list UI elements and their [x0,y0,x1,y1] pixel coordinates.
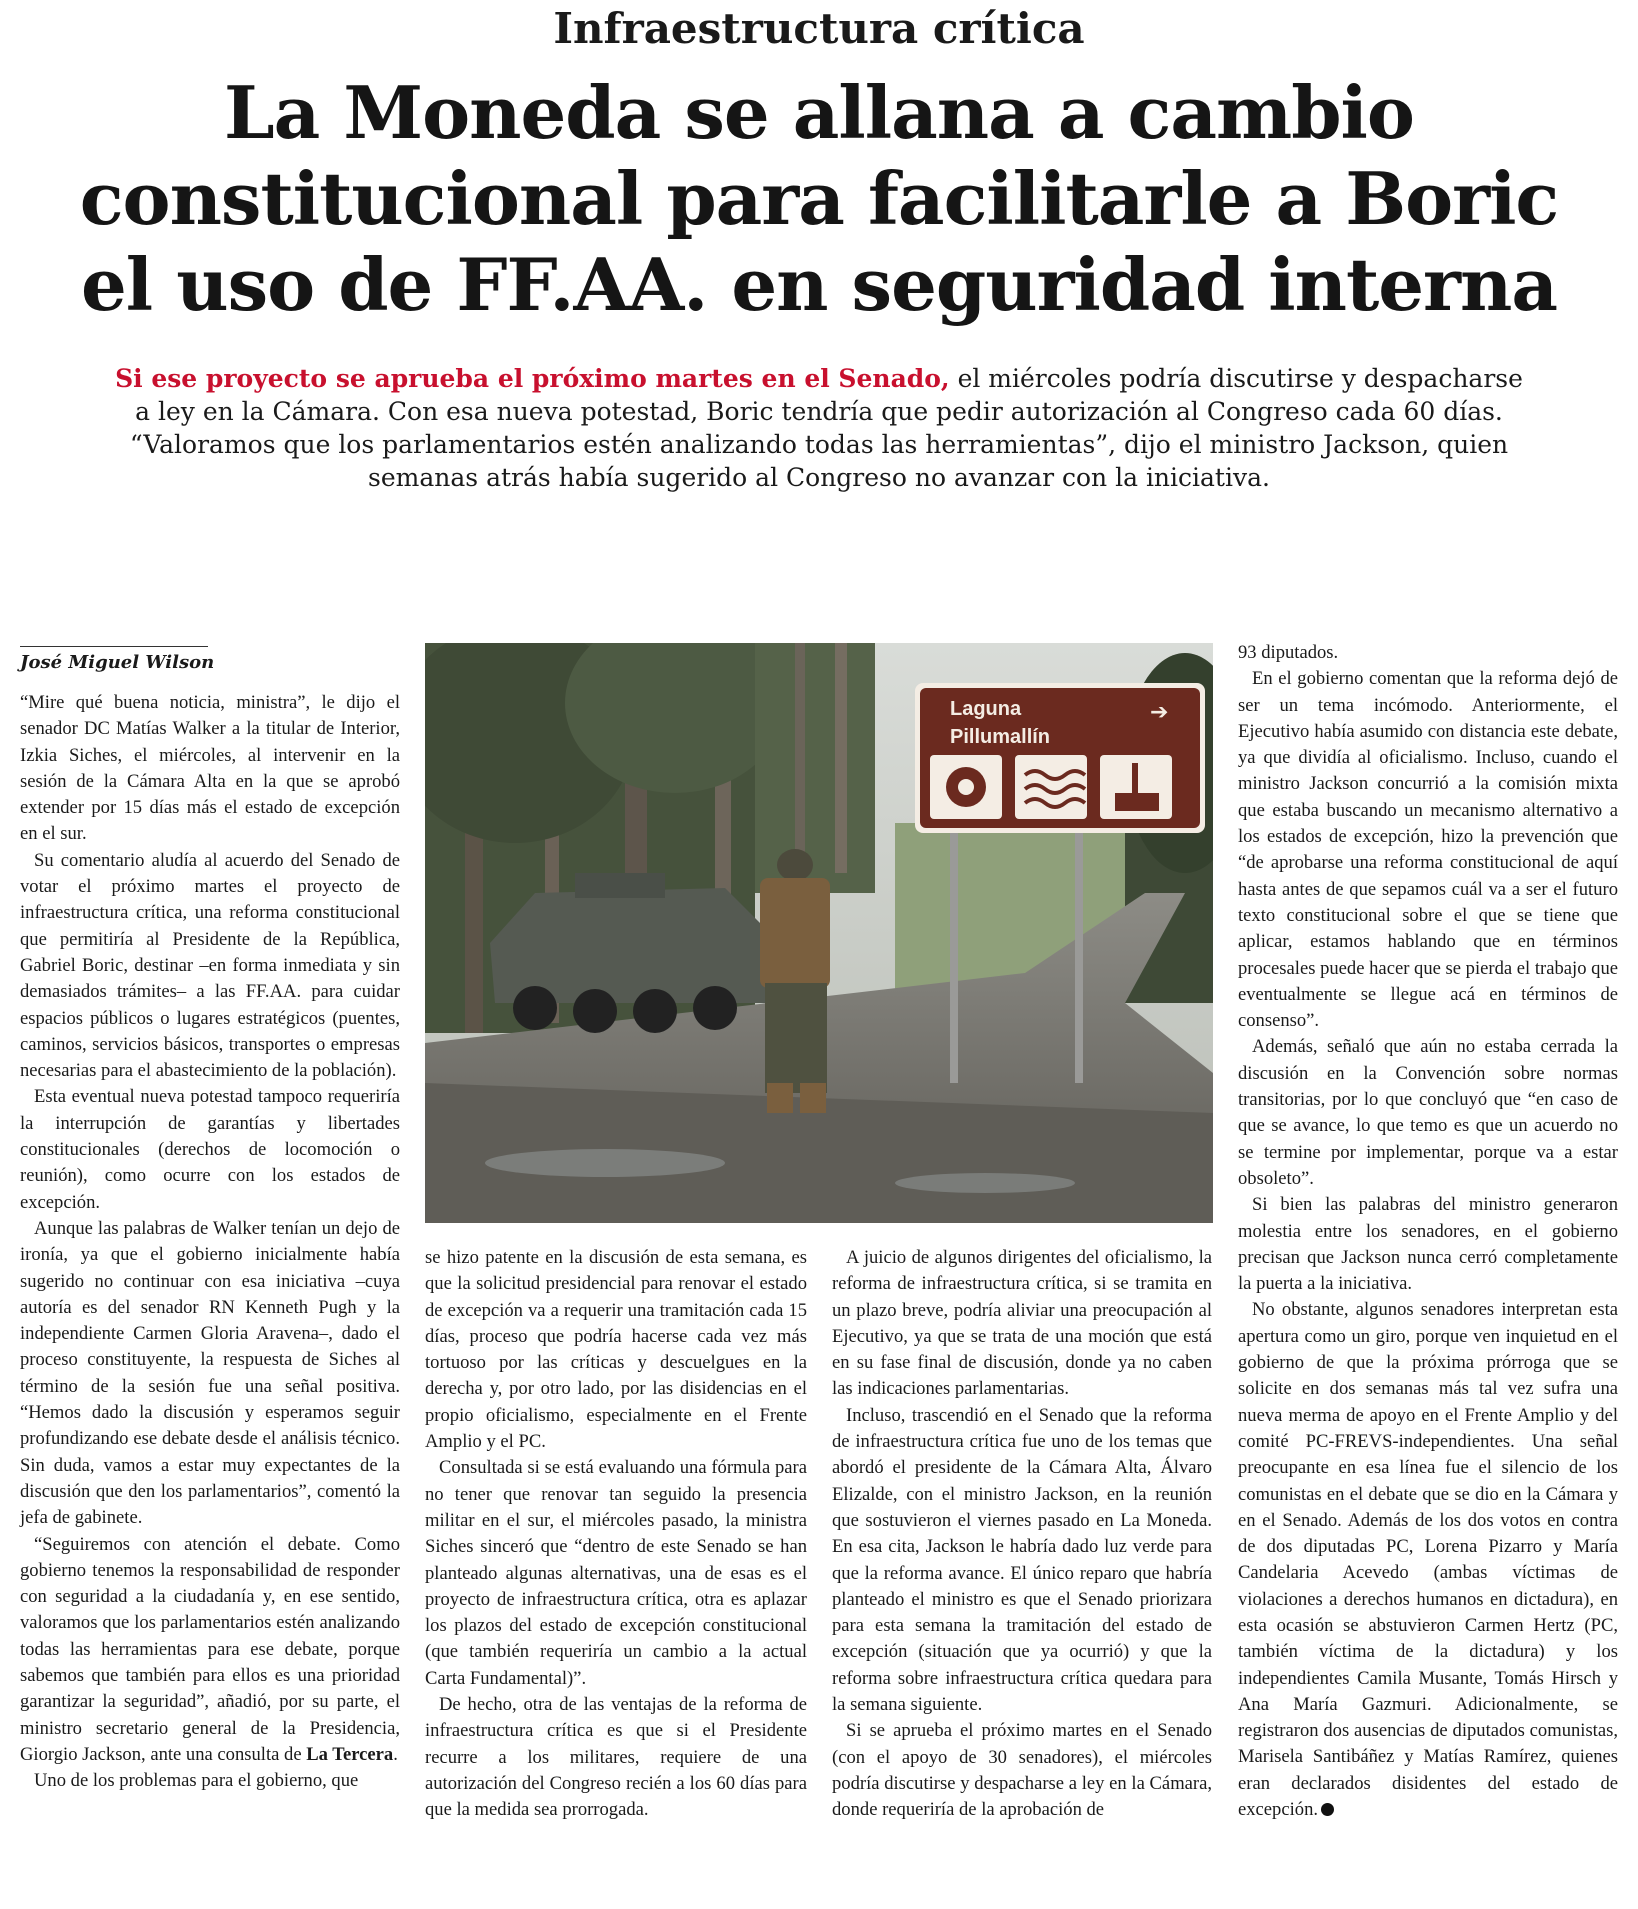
paragraph-text: “Seguiremos con atención el debate. Como gobierno tenemos la responsabilidad de responder con seguridad a la ciudadanía y, en ese sentido, valoramos que los parlamentarios estén analizando todas las herramientas para ese debate, porque sabemos que también para ellos es una prioridad garantizar la seguridad”, añadió, por su parte, el ministro secretario general de la Presidencia, Giorgio Jackson, ante una consulta de [20,1533,400,1765]
article-column-1 [20,690,400,1794]
lead-paragraph [110,362,1528,494]
paragraph: Su comentario aludía al acuerdo del Senado de votar el próximo martes el proyecto de infraestructura crítica, una reforma constitucional que permitiría al Presidente de la República, Gabriel Boric, destinar –en forma inmediata y sin demasiados trámites– a las FF.AA. para cuidar espacios públicos o lugares estratégicos (puentes, caminos, servicios básicos, transportes o empresas necesarias para el abastecimiento de la población). [20,849,400,1082]
lead-highlight: Si ese proyecto se aprueba el próximo martes en el Senado, [115,364,950,393]
paragraph: Si se aprueba el próximo martes en el Senado (con el apoyo de 30 senadores), el miércoles podría discutirse y despacharse a ley en la Cámara, donde requeriría de la aprobación de [832,1720,1212,1821]
paragraph: En el gobierno comentan que la reforma dejó de ser un tema incómodo. Anteriormente, el Ejecutivo había asumido con distancia este debate, ya que dividía al oficialismo. Incluso, cuando el ministro Jackson concurrió a la comisión mixta que estaba buscando un mecanismo alternativo a los estados de excepción, hizo la prevención que “de aprobarse una reforma constitucional de aquí hasta antes de que sepamos cuál va a ser el futuro texto constitucional sobre el que se tiene que aplicar, estamos hablando que en términos procesales puede hacer que se pierda el trabajo que eventualmente se llegue acá en términos de consenso”. [1238,668,1618,1032]
lead-text: el miércoles podría discutirse y despacharse a ley en la Cámara. Con esa nueva potestad, Boric tendría que pedir autorización al Congreso cada 60 días. “Valoramos que los parlamentarios estén analizando todas las herramientas”, dijo el ministro Jackson, quien semanas atrás había sugerido al Congreso no avanzar con la iniciativa. [129,364,1523,492]
paragraph: se hizo patente en la discusión de esta semana, es que la solicitud presidencial para renovar el estado de excepción va a requerir una tramitación cada 15 días, proceso que podría hacerse cada vez más tortuoso por las críticas y descuelgues en la derecha y, por otro lado, por las disidencias en el propio oficialismo, especialmente en el Frente Amplio y el PC. [425,1247,807,1453]
newspaper-name: La Tercera [306,1743,394,1765]
paragraph [1238,1297,1618,1823]
sign-arrow-icon: ➔ [1150,700,1169,725]
photo-illustration [425,643,1213,1223]
sign-text-line-2: Pillumallín [950,726,1051,748]
article-column-4 [1238,640,1618,1823]
paragraph: Además, señaló que aún no estaba cerrada la discusión en la Convención sobre normas transitorias, por lo que concluyó que “en caso de que se avance, lo que temo es que un acuerdo no se termine por implementar, porque va a estar obsoleto”. [1238,1036,1618,1189]
paragraph: De hecho, otra de las ventajas de la reforma de infraestructura crítica es que si el Presidente recurre a los militares, requiere de una autorización del Congreso recién a los 60 días para que la medida sea prorrogada. [425,1694,807,1821]
headline [60,70,1578,328]
article-column-2 [425,1245,807,1824]
paragraph: Aunque las palabras de Walker tenían un dejo de ironía, ya que el gobierno inicialmente había sugerido no continuar con esa iniciativa –cuya autoría es del senador RN Kenneth Pugh y la independiente Carmen Gloria Aravena–, dado el proceso constituyente, la respuesta de Siches al término de la sesión fue una señal positiva. “Hemos dado la discusión y esperamos seguir profundizando ese debate desde el análisis técnico. Sin duda, vamos a estar muy expectantes de la discusión que den los parlamentarios”, comentó la jefa de gabinete. [20,1217,400,1529]
article-photo [425,643,1213,1223]
paragraph: Consultada si se está evaluando una fórmula para no tener que renovar tan seguido la presencia militar en el sur, el miércoles pasado, la ministra Siches sinceró que “dentro de este Senado se han planteado algunas alternativas, una de esas es el proyecto de infraestructura crítica, otra es aplazar los plazos del estado de excepción constitucional (que también requeriría un cambio a la actual Carta Fundamental)”. [425,1457,807,1689]
article-column-3 [832,1245,1212,1824]
byline: José Miguel Wilson [20,652,215,673]
end-mark-icon [1321,1803,1334,1816]
paragraph: Si bien las palabras del ministro generaron molestia entre los senadores, en el gobierno precisan que Jackson nunca cerró completamente la puerta a la iniciativa. [1238,1194,1618,1295]
paragraph: “Mire qué buena noticia, ministra”, le dijo el senador DC Matías Walker a la titular de Interior, Izkia Siches, el miércoles, al intervenir en la sesión de la Cámara Alta en la que se aprobó extender por 15 días más el estado de excepción en el sur. [20,692,400,845]
paragraph: 93 diputados. [1238,642,1339,663]
paragraph: Incluso, trascendió en el Senado que la reforma de infraestructura crítica fue uno de los temas que abordó el presidente de la Cámara Alta, Álvaro Elizalde, con el ministro Jackson, en la reunión que sostuvieron el viernes pasado en La Moneda. En esa cita, Jackson le habría dado luz verde para que la reforma avance. El único reparo que habría planteado el ministro es que el Senado priorizara para esta semana la tramitación del estado de excepción (situación que ya ocurrió) y que la reforma sobre infraestructura crítica quedara para la semana siguiente. [832,1404,1212,1716]
headline-line-1: La Moneda se allana a cambio [224,70,1414,155]
paragraph [20,1532,400,1769]
byline-rule [20,646,208,647]
section-kicker: Infraestructura crítica [553,4,1085,53]
paragraph: A juicio de algunos dirigentes del oficialismo, la reforma de infraestructura crítica, si se tramita en un plazo breve, podría aliviar una preocupación al Ejecutivo, ya que se trata de una moción que está en su fase final de discusión, donde ya no caben las indicaciones parlamentarias. [832,1247,1212,1400]
paragraph: Esta eventual nueva potestad tampoco requeriría la interrupción de garantías y libertades constitucionales (derechos de locomoción o reunión), como ocurre con los estados de excepción. [20,1086,400,1213]
headline-line-3: el uso de FF.AA. en seguridad interna [81,242,1557,327]
paragraph-text: No obstante, algunos senadores interpretan esta apertura como un giro, porque ven inquietud en el gobierno de que la próxima prórroga que se solicite en dos semanas más tal vez sufra una nueva merma de apoyo en el Frente Amplio y del comité PC-FREVS-independientes. Una señal preocupante en esa línea fue el silencio de los comunistas en el debate que se dio en la Cámara y en el Senado. Además de los dos votos en contra de dos diputadas PC, Lorena Pizarro y María Candelaria Acevedo (ambas víctimas de violaciones a derechos humanos en dictadura), en esta ocasión se abstuvieron Carmen Hertz (PC, también víctima de la dictadura) y los independientes Camila Musante, Tomás Hirsch y Ana María Gazmuri. Adicionalmente, se registraron dos ausencias de diputados comunistas, Marisela Santibáñez y Matías Ramírez, quienes eran declarados disidentes del estado de excepción. [1238,1299,1618,1821]
paragraph-end: . [393,1743,398,1765]
paragraph: Uno de los problemas para el gobierno, que [34,1770,359,1792]
sign-text-line-1: Laguna [950,698,1022,720]
headline-line-2: constitucional para facilitarle a Boric [79,156,1559,241]
